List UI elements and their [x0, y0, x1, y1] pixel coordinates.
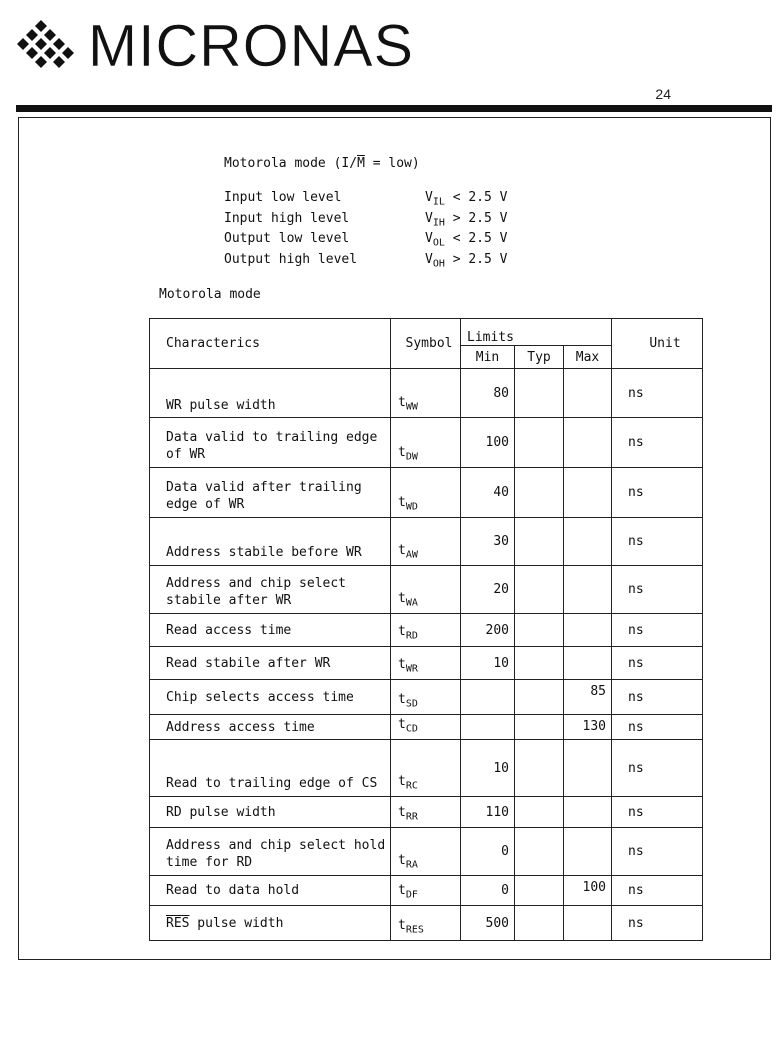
row-characteristic: Data valid to trailing edge of WR [150, 418, 391, 468]
level-condition: $V_{IL} < 2.5$ V [425, 190, 508, 208]
row-unit: ns [612, 797, 703, 828]
row-symbol: $t_{WR}$ [391, 647, 461, 680]
row-typ [515, 369, 564, 418]
row-unit: ns [612, 566, 703, 614]
row-characteristic: Read to trailing edge of CS [150, 740, 391, 797]
table-row [150, 906, 703, 941]
row-min: 80 [461, 369, 515, 418]
row-characteristic: WR pulse width [150, 369, 391, 418]
row-characteristic: Address stabile before WR [150, 518, 391, 566]
row-characteristic: Address access time [150, 715, 391, 740]
row-max [564, 740, 612, 797]
table-row [150, 566, 703, 614]
row-max [564, 828, 612, 876]
row-unit: ns [612, 680, 703, 715]
row-typ [515, 715, 564, 740]
table-row [150, 369, 703, 418]
row-unit: ns [612, 418, 703, 468]
row-symbol: $t_{RC}$ [391, 740, 461, 797]
row-symbol: $t_{WW}$ [391, 369, 461, 418]
row-characteristic: Address and chip select stabile after WR [150, 566, 391, 614]
table-row [150, 828, 703, 876]
level-condition: $V_{IH} > 2.5$ V [425, 210, 508, 229]
row-min: 0 [461, 876, 515, 906]
header-max: Max [564, 346, 612, 369]
row-unit: ns [612, 876, 703, 906]
row-symbol: $t_{WA}$ [391, 566, 461, 614]
mode-title: Motorola mode $(I/\overline{M} = low)$ [224, 156, 420, 171]
row-symbol: $t_{DF}$ [391, 876, 461, 906]
signal-levels [224, 156, 508, 272]
row-symbol: $t_{WD}$ [391, 468, 461, 518]
row-characteristic: $\overline{RES}$ pulse width [150, 906, 391, 941]
row-max [564, 468, 612, 518]
row-min: 30 [461, 518, 515, 566]
row-typ [515, 797, 564, 828]
row-characteristic: Chip selects access time [150, 680, 391, 715]
header-rule [16, 105, 772, 112]
table-row [150, 876, 703, 906]
row-typ [515, 418, 564, 468]
row-max [564, 518, 612, 566]
row-typ [515, 647, 564, 680]
header-limits: Limits [461, 319, 612, 346]
header-typ: Typ [515, 346, 564, 369]
row-typ [515, 518, 564, 566]
row-min: 100 [461, 418, 515, 468]
row-min [461, 680, 515, 715]
row-typ [515, 614, 564, 647]
row-symbol: $t_{RD}$ [391, 614, 461, 647]
row-unit: ns [612, 518, 703, 566]
row-symbol: $t_{RES}$ [391, 906, 461, 941]
timing-table [149, 318, 703, 941]
level-label: Output high level [224, 251, 358, 267]
table-row [150, 418, 703, 468]
level-label: Input low level [224, 190, 342, 205]
row-max [564, 647, 612, 680]
header-unit: Unit [612, 319, 703, 369]
row-typ [515, 906, 564, 941]
row-unit: ns [612, 906, 703, 941]
level-condition: $V_{OL} < 2.5$ V [425, 231, 508, 249]
row-min: 40 [461, 468, 515, 518]
header-characteristics: Characterics [150, 319, 391, 369]
row-symbol: $t_{AW}$ [391, 518, 461, 566]
row-max [564, 797, 612, 828]
row-min: 20 [461, 566, 515, 614]
row-max [564, 369, 612, 418]
row-min: 200 [461, 614, 515, 647]
row-max [564, 566, 612, 614]
row-unit: ns [612, 740, 703, 797]
row-characteristic: Read access time [150, 614, 391, 647]
micronas-logo [16, 13, 416, 79]
row-typ [515, 876, 564, 906]
table-row [150, 797, 703, 828]
row-min: 10 [461, 647, 515, 680]
row-symbol: $t_{DW}$ [391, 418, 461, 468]
row-min: 110 [461, 797, 515, 828]
table-row [150, 680, 703, 715]
row-typ [515, 566, 564, 614]
section-title: Motorola mode [159, 287, 261, 302]
page-number: 24 [655, 86, 671, 102]
header-min: Min [461, 346, 515, 369]
row-characteristic: Data valid after trailing edge of WR [150, 468, 391, 518]
row-min: 500 [461, 906, 515, 941]
row-typ [515, 468, 564, 518]
row-unit: ns [612, 614, 703, 647]
table-row [150, 468, 703, 518]
row-unit: ns [612, 715, 703, 740]
row-unit: ns [612, 369, 703, 418]
row-max: 130 [564, 715, 612, 740]
row-min: 10 [461, 740, 515, 797]
level-label: Input high level [224, 210, 350, 226]
header-symbol: Symbol [391, 319, 461, 369]
table-row [150, 647, 703, 680]
row-typ [515, 828, 564, 876]
row-characteristic: Address and chip select hold time for RD [150, 828, 391, 876]
row-characteristic: RD pulse width [150, 797, 391, 828]
brand-name: MICRONAS [88, 13, 414, 79]
level-list [224, 190, 508, 272]
row-max [564, 418, 612, 468]
row-symbol: $t_{CD}$ [391, 715, 461, 740]
row-max: 85 [564, 680, 612, 715]
row-symbol: $t_{SD}$ [391, 680, 461, 715]
row-typ [515, 740, 564, 797]
row-characteristic: Read stabile after WR [150, 647, 391, 680]
row-typ [515, 680, 564, 715]
row-symbol: $t_{RA}$ [391, 828, 461, 876]
row-unit: ns [612, 468, 703, 518]
table-row [150, 740, 703, 797]
row-min: 0 [461, 828, 515, 876]
level-label: Output low level [224, 231, 350, 247]
row-min [461, 715, 515, 740]
table-row [150, 518, 703, 566]
row-unit: ns [612, 647, 703, 680]
row-max [564, 614, 612, 647]
table-row [150, 614, 703, 647]
table-row [150, 715, 703, 740]
timing-table-body [150, 369, 703, 941]
row-symbol: $t_{RR}$ [391, 797, 461, 828]
row-max: 100 [564, 876, 612, 906]
level-condition: $V_{OH} > 2.5$ V [425, 251, 508, 270]
row-characteristic: Read to data hold [150, 876, 391, 906]
diamond-logo-icon [16, 18, 80, 74]
row-max [564, 906, 612, 941]
row-unit: ns [612, 828, 703, 876]
